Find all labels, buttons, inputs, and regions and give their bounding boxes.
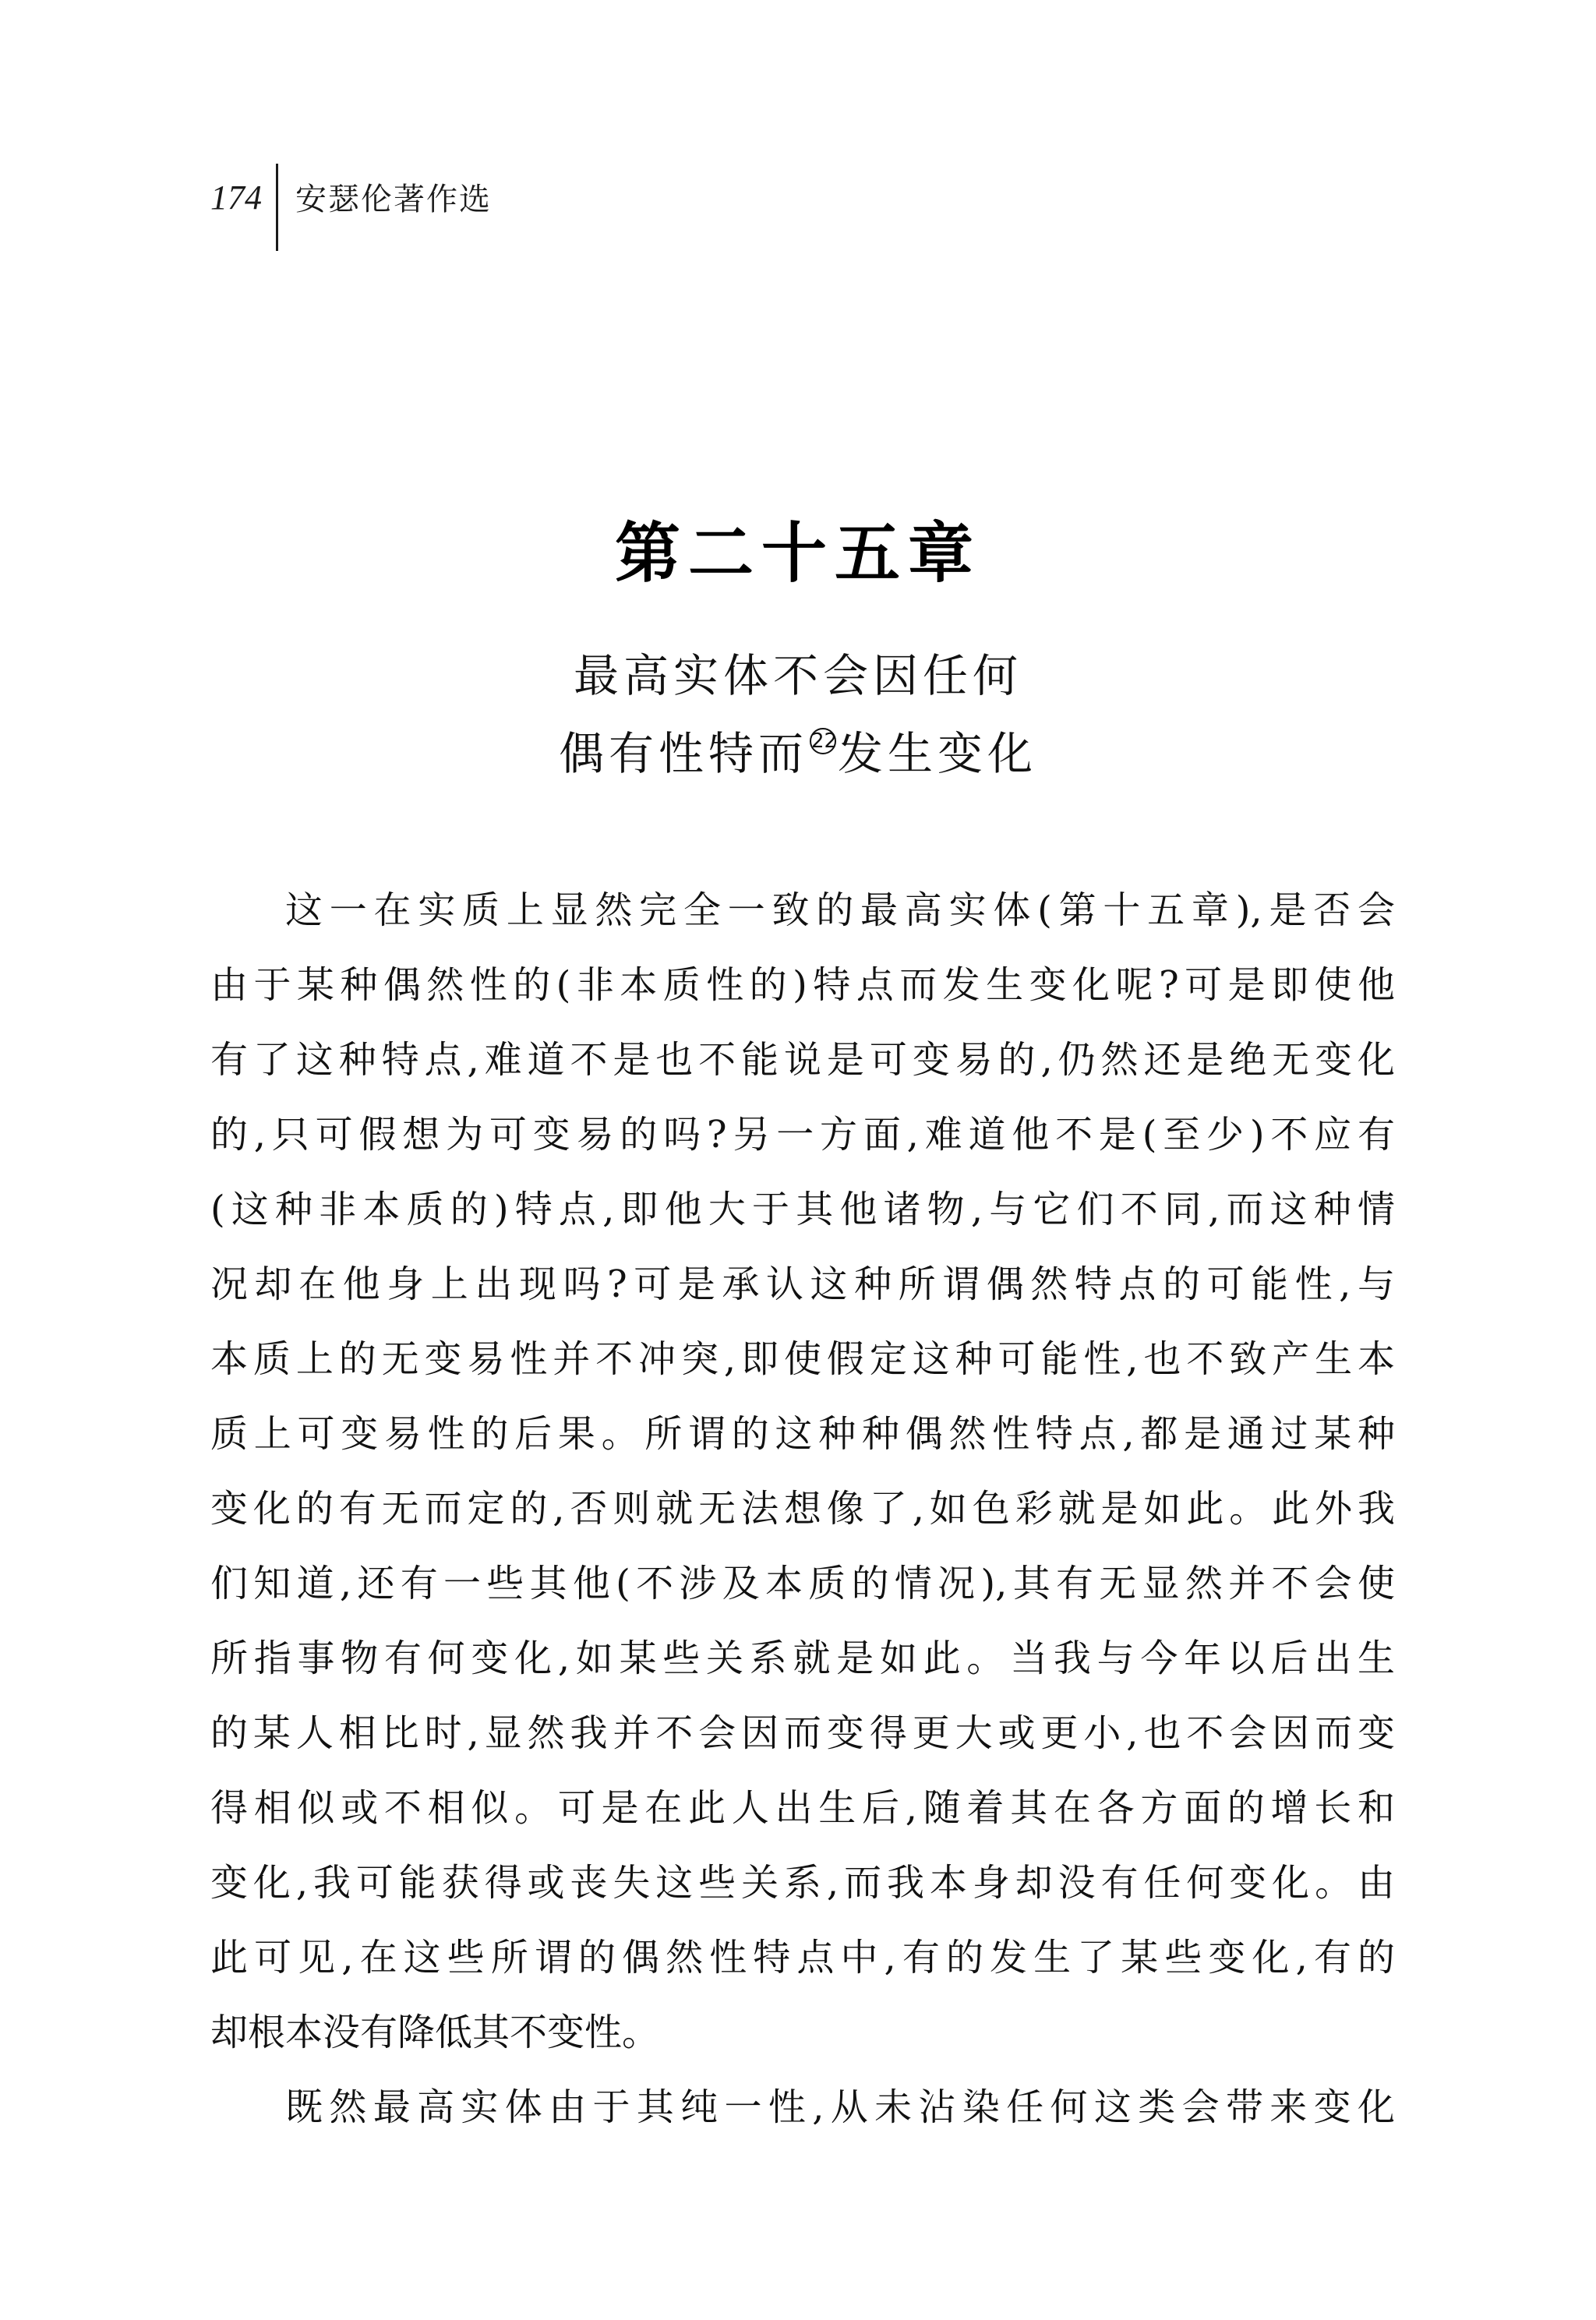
body-line: 况却在他身上出现吗?可是承认这种所谓偶然特点的可能性,与: [210, 1262, 1395, 1306]
book-title: 安瑟伦著作选: [295, 182, 492, 217]
body-line: 既然最高实体由于其纯一性,从未沾染任何这类会带来变化: [285, 2085, 1395, 2129]
body-line: 的,只可假想为可变易的吗?另一方面,难道他不是(至少)不应有: [210, 1113, 1395, 1156]
body-line: 此可见,在这些所谓的偶然性特点中,有的发生了某些变化,有的: [210, 1936, 1395, 1979]
chapter-subtitle-line-2: [0, 727, 1596, 780]
body-line: 变化的有无而定的,否则就无法想像了,如色彩就是如此。此外我: [210, 1487, 1395, 1531]
body-line: 得相似或不相似。可是在此人出生后,随着其在各方面的增长和: [210, 1786, 1395, 1830]
subtitle-text-after-note: 发生变化: [838, 727, 1038, 780]
subtitle-text-before-note: 偶有性特而: [558, 727, 808, 780]
body-line: 质上可变易性的后果。所谓的这种种偶然性特点,都是通过某种: [210, 1412, 1395, 1456]
running-header: [210, 164, 492, 257]
body-line: 本质上的无变易性并不冲突,即使假定这种可能性,也不致产生本: [210, 1337, 1395, 1381]
body-line: 们知道,还有一些其他(不涉及本质的情况),其有无显然并不会使: [210, 1562, 1395, 1605]
body-line: 的某人相比时,显然我并不会因而变得更大或更小,也不会因而变: [210, 1711, 1395, 1755]
body-line: 变化,我可能获得或丧失这些关系,而我本身却没有任何变化。由: [210, 1861, 1395, 1905]
chapter-title: 第二十五章: [614, 514, 981, 591]
body-line: 由于某种偶然性的(非本质性的)特点而发生变化呢?可是即使他: [210, 963, 1395, 1007]
footnote-reference[interactable]: 22: [811, 729, 838, 753]
body-line: (这种非本质的)特点,即他大于其他诸物,与它们不同,而这种情: [210, 1188, 1395, 1231]
chapter-subtitle-line-1: 最高实体不会因任何: [573, 649, 1022, 702]
page-number: 174: [210, 178, 262, 217]
body-line: 这一在实质上显然完全一致的最高实体(第十五章),是否会: [285, 888, 1395, 932]
body-line: 却根本没有降低其不变性。: [210, 2011, 660, 2054]
body-line: 有了这种特点,难道不是也不能说是可变易的,仍然还是绝无变化: [210, 1038, 1395, 1082]
body-line: 所指事物有何变化,如某些关系就是如此。当我与今年以后出生: [210, 1637, 1395, 1680]
